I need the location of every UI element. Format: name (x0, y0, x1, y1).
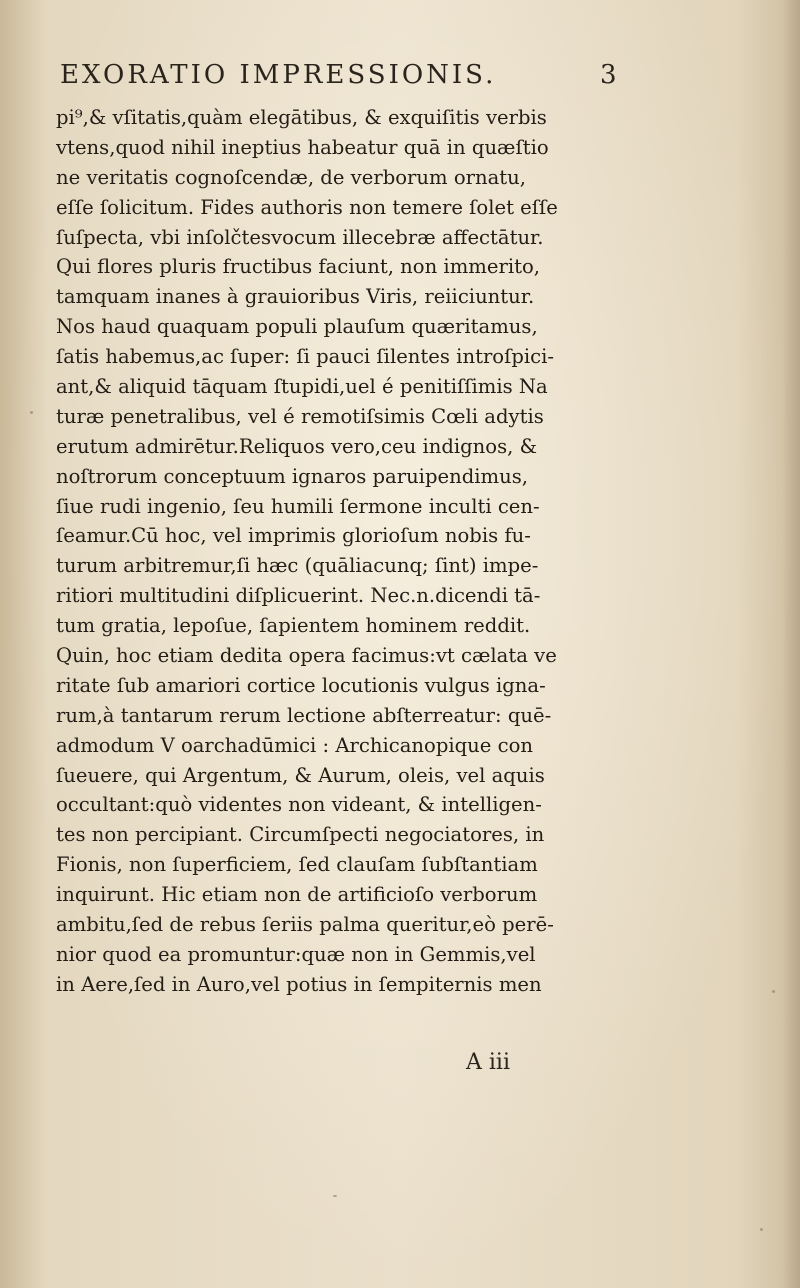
text-line: ant,& aliquid tāquam ſtupidi,uel é penitiſſimis Na (56, 375, 548, 399)
text-line: ritiori multitudini diſplicuerint. Nec.n.dicendi tā- (56, 584, 541, 608)
text-line: nior quod ea promuntur:quæ non in Gemmis,vel (56, 942, 536, 966)
text-line: tum gratia, lepoſue, ſapientem hominem reddit. (56, 614, 531, 638)
text-line: vtens,quod nihil ineptius habeatur quā in quæſtio (56, 135, 549, 159)
text-line: ſatis habemus,ac ſuper: ſi pauci ſilentes introſpici- (56, 345, 555, 369)
paper-speck (760, 1228, 763, 1231)
text-line: ſuſpecta, vbi inſolčtesvocum illecebræ affectātur. (56, 225, 544, 249)
text-line: erutum admirētur.Reliquos vero,ceu indignos, & (56, 434, 538, 458)
body-text (56, 103, 768, 1000)
text-line: eſſe ſolicitum. Fides authoris non temere ſolet eſſe (56, 195, 558, 219)
text-line: ſeamur.Cū hoc, vel imprimis glorioſum nobis fu- (56, 524, 531, 548)
text-line: pi⁹,& vſitatis,quàm elegātibus, & exquiſitis verbis (56, 106, 547, 129)
text-line: tes non percipiant. Circumſpecti negociatores, in (56, 823, 545, 847)
paper-speck (333, 1195, 337, 1197)
running-title: EXORATIO IMPRESSIONIS. (60, 60, 497, 90)
text-line: Nos haud quaquam populi plauſum quæritamus, (56, 315, 538, 339)
text-line: tamquam inanes à grauioribus Viris, reiiciuntur. (56, 285, 535, 309)
text-line: noſtrorum conceptuum ignaros paruipendimus, (56, 464, 529, 488)
text-line: Qui flores pluris fructibus faciunt, non immerito, (56, 255, 540, 279)
text-line: occultant:quò videntes non videant, & intelligen- (56, 793, 542, 817)
text-line: inquirunt. Hic etiam non de artificioſo verborum (56, 883, 538, 907)
paper-speck (30, 411, 33, 414)
text-line: ritate ſub amariori cortice locutionis vulgus igna- (56, 673, 546, 697)
text-line: Quin, hoc etiam dedita opera facimus:vt cælata ve (56, 644, 557, 668)
paper-speck (772, 990, 775, 993)
text-line: Fionis, non ſuperficiem, ſed clauſam ſubſtantiam (56, 853, 538, 877)
text-line: ſiue rudi ingenio, ſeu humili ſermone inculti cen- (56, 494, 540, 518)
text-line: ne veritatis cognoſcendæ, de verborum ornatu, (56, 165, 527, 189)
text-line: turum arbitremur,ſi hæc (quāliacunq; ſint) impe- (56, 554, 539, 578)
signature-mark: A iii (466, 1050, 510, 1075)
page-edge-shadow (782, 0, 800, 1288)
page-number: 3 (600, 60, 617, 90)
text-line: turæ penetralibus, vel é remotiſsimis Cœli adytis (56, 404, 544, 428)
text-line: ambitu,ſed de rebus ſeriis palma queritur,eò perē- (56, 913, 554, 937)
text-line: in Aere,ſed in Auro,vel potius in ſempiternis men (56, 972, 542, 996)
text-line: rum,à tantarum rerum lectione abſterreatur: quē- (56, 703, 552, 727)
text-line: admodum V oarchadūmici : Archicanopique con (56, 733, 534, 757)
text-line: ſueuere, qui Argentum, & Aurum, oleis, vel aquis (56, 763, 545, 787)
running-head (60, 60, 620, 96)
